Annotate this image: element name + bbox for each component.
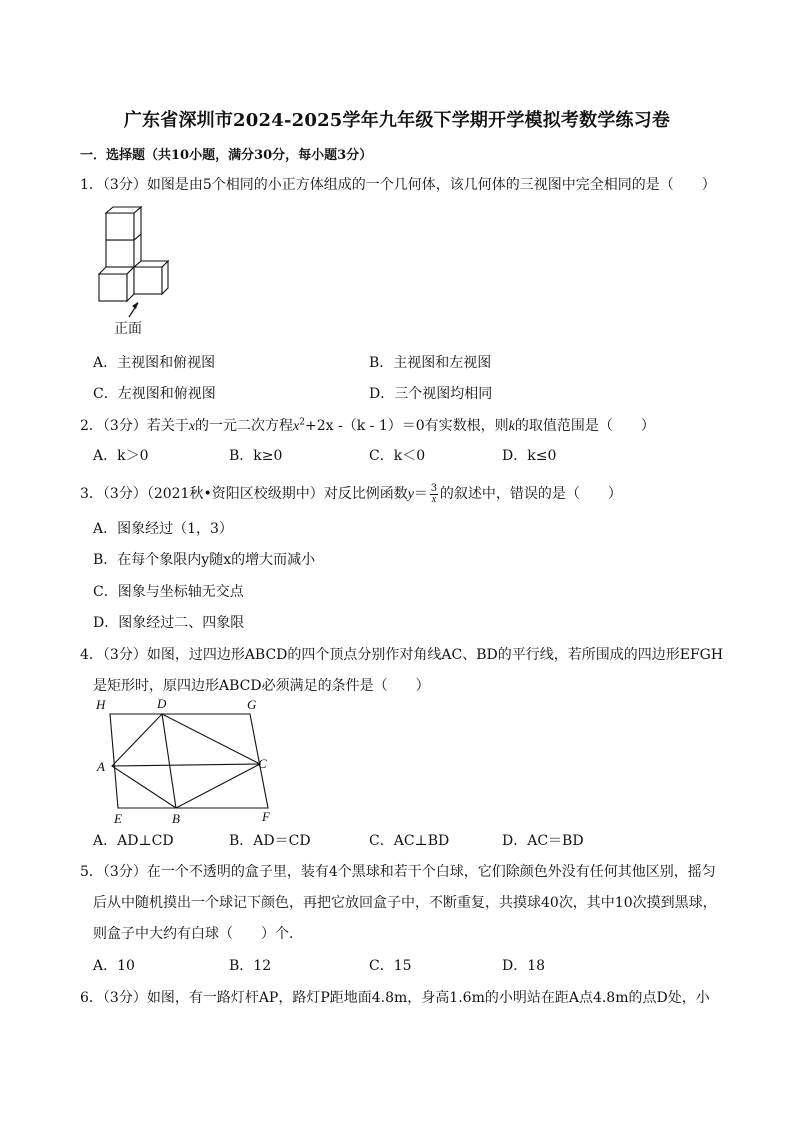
q4-option-d: D．AC＝BD — [502, 833, 584, 849]
q2-option-b: B．k≥0 — [229, 448, 283, 464]
question-3-stem: 3．（3分）（2021秋•资阳区校级期中）对反比例函数y＝ $\frac{3}{x}$ 的叙述中，错误的是（ ） — [80, 482, 622, 505]
q3-option-d: D．图象经过二、四象限 — [93, 615, 245, 631]
question-5-line-1: 5．（3分）在一个不透明的盒子里，装有4个黑球和若干个白球，它们除颜色外没有任何其他区别，摇匀 — [80, 864, 716, 880]
q2-option-a: A．k＞0 — [93, 448, 149, 464]
label-h: H — [96, 697, 106, 712]
question-2-stem: 2．（3分）若关于x的一元二次方程$x^2+2x$ -（k - 1）＝0有实数根，则k的取值范围是（ ） — [80, 417, 655, 434]
cube-middle — [134, 267, 162, 294]
q2-option-c: C．k＜0 — [369, 448, 426, 464]
q2-option-d: D．k≤0 — [502, 448, 557, 464]
label-d: D — [157, 696, 167, 711]
q4-option-b: B．AD＝CD — [229, 833, 311, 849]
cube-back-mid — [106, 213, 134, 240]
q3-option-a: A．图象经过（1，3） — [93, 521, 233, 537]
q1-option-b: B．主视图和左视图 — [369, 355, 492, 371]
question-6-line-1: 6．（3分）如图，有一路灯杆AP，路灯P距地面4.8m，身高1.6m的小明站在距A点4.8m的点D处，小 — [80, 990, 710, 1006]
question-4-line-1: 4．（3分）如图，过四边形ABCD的四个顶点分别作对角线AC、BD的平行线，若所围成的四边形EFGH — [80, 647, 724, 663]
label-a: A — [97, 759, 105, 774]
q5-option-a: A．10 — [93, 958, 135, 974]
q5-option-b: B．12 — [229, 958, 272, 974]
q3-option-b: B．在每个象限内y随x的增大而减小 — [93, 552, 316, 568]
cube-left — [99, 274, 127, 301]
diagonal-ac — [112, 764, 260, 766]
q5-option-d: D．18 — [502, 958, 546, 974]
figure-label-front: 正面 — [114, 321, 142, 337]
page-title: 广东省深圳市2024-2025学年九年级下学期开学模拟考数学练习卷 — [123, 110, 671, 131]
cube-back-bottom — [106, 240, 134, 267]
question-5-line-3: 则盒子中大约有白球（ ）个． — [93, 926, 303, 942]
question-4-figure — [90, 694, 280, 826]
fraction-3-over-x: $\frac{3}{x}$ — [430, 482, 438, 505]
section-heading: 一．选择题（共10小题，满分30分，每小题3分） — [80, 148, 373, 163]
label-c: C — [258, 756, 267, 771]
q1-option-d: D．三个视图均相同 — [369, 386, 493, 402]
label-f: F — [262, 809, 270, 824]
question-1-stem: 1．（3分）如图是由5个相同的小正方体组成的一个几何体，该几何体的三视图中完全相同的是（ ） — [80, 177, 716, 193]
q4-option-a: A．AD⊥CD — [93, 833, 174, 849]
q5-option-c: C．15 — [369, 958, 412, 974]
cube-back-top — [106, 207, 141, 213]
label-g: G — [247, 697, 257, 712]
diagonal-bd — [162, 714, 176, 808]
q4-option-c: C．AC⊥BD — [369, 833, 450, 849]
q1-option-c: C．左视图和俯视图 — [93, 386, 216, 402]
question-5-line-2: 后从中随机摸出一个球记下颜色，再把它放回盒子中，不断重复，共摸球40次，其中10次摸到黑球， — [93, 895, 717, 911]
label-b: B — [172, 811, 180, 826]
q1-option-a: A．主视图和俯视图 — [93, 355, 216, 371]
question-4-line-2: 是矩形时，原四边形ABCD必须满足的条件是（ ） — [93, 678, 430, 694]
quadrilateral-abcd — [112, 714, 260, 808]
label-e: E — [114, 811, 122, 826]
q3-option-c: C．图象与坐标轴无交点 — [93, 584, 244, 600]
